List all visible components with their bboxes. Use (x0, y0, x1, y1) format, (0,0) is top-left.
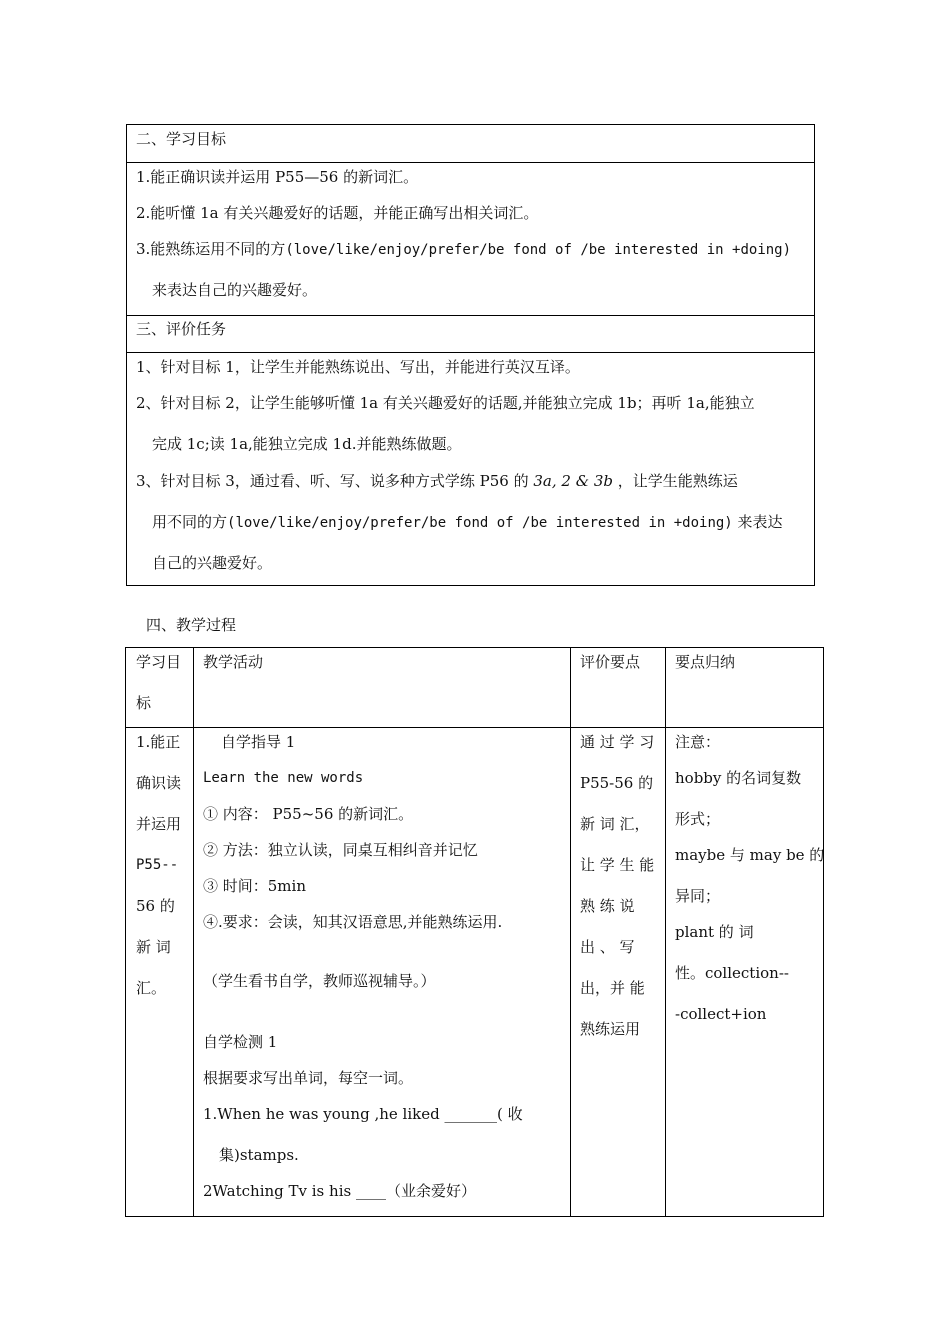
goal-cell-line: 汇。 (136, 979, 167, 997)
question-1: 1.When he was young ,he liked _______( 收 (203, 1105, 523, 1123)
summary-line: 异同； (675, 887, 721, 905)
section-heading-process: 四、教学过程 (146, 616, 237, 634)
table-divider (127, 315, 814, 316)
goal-cell-line: 并运用 (136, 815, 182, 833)
goal-cell-line: 56 的 (136, 897, 175, 915)
header-col-goal: 学习目 (136, 653, 182, 671)
header-divider (126, 727, 823, 728)
summary-line: hobby 的名词复数 (675, 769, 802, 787)
guide-note: （学生看书自学，教师巡视辅导。） (203, 972, 436, 990)
column-divider (570, 648, 571, 1216)
task-item-2: 2、针对目标 2，让学生能够听懂 1a 有关兴趣爱好的话题,并能独立完成 1b；再听 1a,能独立 (136, 394, 755, 412)
check-title: 自学检测 1 (203, 1033, 278, 1051)
header-col-activity: 教学活动 (203, 653, 264, 671)
section-heading-goals: 二、学习目标 (136, 130, 227, 148)
task-item-3-cont-text-b: 来表达 (737, 513, 783, 531)
goal-item-3 (136, 239, 791, 260)
eval-cell-line: 出 、 写 (580, 938, 635, 956)
goal-item-1: 1.能正确识读并运用 P55—56 的新词汇。 (136, 168, 419, 186)
goal-cell-line: P55-- (136, 857, 179, 873)
question-2: 2Watching Tv is his ____（业余爱好） (203, 1182, 476, 1200)
summary-line: 形式； (675, 810, 721, 828)
summary-line: maybe 与 may be 的 (675, 846, 825, 864)
question-1-cont: 集)stamps. (219, 1146, 299, 1164)
column-divider (665, 648, 666, 1216)
guide-content: ① 内容： P55~56 的新词汇。 (203, 805, 414, 823)
task-item-3-cont (152, 512, 783, 533)
guide-time: ③ 时间：5min (203, 877, 306, 895)
guide-title: 自学指导 1 (221, 733, 296, 751)
eval-cell-line: 熟 练 说 (580, 897, 635, 915)
header-col-summary: 要点归纳 (675, 653, 736, 671)
task-item-2-cont: 完成 1c;读 1a,能独立完成 1d.并能熟练做题。 (152, 435, 462, 453)
eval-cell-line: 出，并 能 (580, 979, 645, 997)
task-item-3-end: 自己的兴趣爱好。 (152, 554, 273, 572)
process-table (125, 647, 824, 1217)
table-divider (127, 352, 814, 353)
eval-cell-line: 熟练运用 (580, 1020, 641, 1038)
task-item-3-cont-text: 用不同的方 (152, 513, 228, 531)
task-item-1: 1、针对目标 1，让学生并能熟练说出、写出，并能进行英汉互译。 (136, 358, 580, 376)
summary-line: plant 的 词 (675, 923, 754, 941)
task-item-3-text-b: ，让学生能熟练运 (617, 472, 738, 490)
header-col-eval: 评价要点 (580, 653, 641, 671)
goal-item-3-cont: 来表达自己的兴趣爱好。 (152, 281, 318, 299)
eval-cell-line: P55-56 的 (580, 774, 654, 792)
summary-note-label: 注意： (675, 733, 721, 751)
eval-cell-line: 通 过 学 习 (580, 733, 655, 751)
goal-cell-line: 新 词 (136, 938, 171, 956)
summary-line: -collect+ion (675, 1005, 767, 1023)
task-item-3-code: (love/like/enjoy/prefer/be fond of /be interested in +doing) (227, 515, 733, 531)
section-heading-eval: 三、评价任务 (136, 320, 227, 338)
guide-requirement: ④.要求：会读，知其汉语意思,并能熟练运用. (203, 913, 503, 931)
goal-cell-line: 1.能正 (136, 733, 181, 751)
eval-cell-line: 新 词 汇， (580, 815, 650, 833)
task-item-3-activities: 3a, 2 & 3b (533, 472, 613, 490)
header-col-goal-cont: 标 (136, 694, 152, 712)
task-item-3-text: 3、针对目标 3，通过看、听、写、说多种方式学练 P56 的 (136, 472, 529, 490)
goal-item-3-text: 3.能熟练运用不同的方 (136, 240, 286, 258)
goals-table (126, 124, 815, 586)
task-item-3 (136, 471, 738, 491)
eval-cell-line: 让 学 生 能 (580, 856, 655, 874)
table-divider (127, 162, 814, 163)
summary-line: 性。collection-- (675, 964, 789, 982)
check-instruction: 根据要求写出单词，每空一词。 (203, 1069, 414, 1087)
goal-item-2: 2.能听懂 1a 有关兴趣爱好的话题，并能正确写出相关词汇。 (136, 204, 539, 222)
column-divider (193, 648, 194, 1216)
goal-item-3-code: (love/like/enjoy/prefer/be fond of /be interested in +doing) (285, 242, 792, 258)
goal-cell-line: 确识读 (136, 774, 182, 792)
guide-method: ② 方法：独立认读，同桌互相纠音并记忆 (203, 841, 478, 859)
learn-words: Learn the new words (203, 770, 364, 786)
